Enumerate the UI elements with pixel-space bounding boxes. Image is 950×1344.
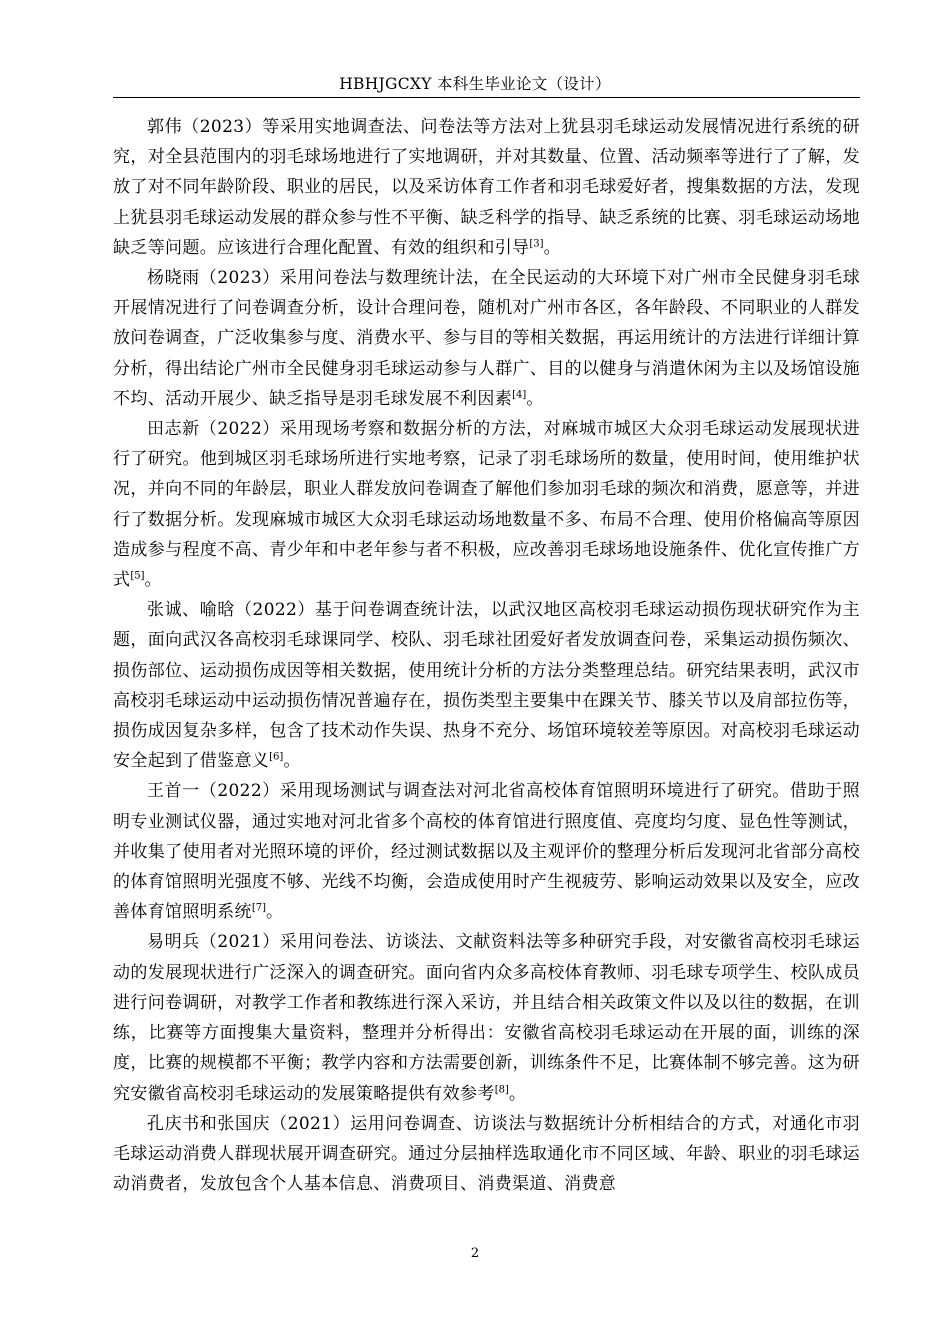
paragraph-end: 。: [543, 237, 561, 258]
paragraph: [113, 414, 860, 595]
citation: [5]: [130, 570, 145, 582]
citation: [8]: [494, 1083, 509, 1095]
paragraph-end: 。: [526, 388, 544, 409]
paragraph: [113, 112, 860, 263]
paragraph-end: 。: [265, 902, 284, 923]
paragraph: [113, 263, 860, 414]
paragraph-text: 易明兵（2021）采用问卷法、访谈法、文献资料法等多种研究手段，对安徽省高校羽毛球运动的发展现状进行广泛深入的调查研究。面向省内众多高校体育教师、羽毛球专项学生、校队成员进行问卷调研，对教学工作者和教练进行深入采访，并且结合相关政策文件以及以往的数据，在训练，比赛等方面搜集大量资料，整理并分析得出：安徽省高校羽毛球运动在开展的面，训练的深度，比赛的规模都不平衡；教学内容和方法需要创新，训练条件不足，比赛体制不够完善。这为研究安徽省高校羽毛球运动的发展策略提供有效参考: [113, 932, 860, 1104]
paragraph: [113, 595, 860, 776]
paragraph-text: 杨晓雨（2023）采用问卷法与数理统计法，在全民运动的大环境下对广州市全民健身羽毛球开展情况进行了问卷调查分析，设计合理问卷，随机对广州市各区，各年龄段、不同职业的人群发放问卷调查，广泛收集参与度、消费水平、参与目的等相关数据，再运用统计的方法进行详细计算分析，得出结论广州市全民健身羽毛球运动参与人群广、目的以健身与消遣休闲为主以及场馆设施不均、活动开展少、缺乏指导是羽毛球发展不利因素: [113, 268, 860, 409]
paragraph-text: 孔庆书和张国庆（2021）运用问卷调查、访谈法与数据统计分析相结合的方式，对通化市羽毛球运动消费人群现状展开调查研究。通过分层抽样选取通化市不同区域、年龄、职业的羽毛球运动消费者，发放包含个人基本信息、消费项目、消费渠道、消费意: [113, 1113, 860, 1195]
body-text: [113, 112, 860, 1199]
paragraph-end: 。: [144, 570, 162, 591]
citation: [7]: [251, 902, 266, 914]
paragraph-end: 。: [283, 751, 301, 772]
paragraph-text: 田志新（2022）采用现场考察和数据分析的方法，对麻城市城区大众羽毛球运动发展现状进行了研究。他到城区羽毛球场所进行实地考察，记录了羽毛球场所的数量，使用时间，使用维护状况，并向不同的年龄层，职业人群发放问卷调查了解他们参加羽毛球的频次和消费，愿意等，并进行了数据分析。发现麻城市城区大众羽毛球运动场地数量不多、布局不合理、使用价格偏高等原因造成参与程度不高、青少年和中老年参与者不积极，应改善羽毛球场地设施条件、优化宣传推广方式: [113, 419, 860, 591]
paragraph-text: 王首一（2022）采用现场测试与调查法对河北省高校体育馆照明环境进行了研究。借助于照明专业测试仪器，通过实地对河北省多个高校的体育馆进行照度值、亮度均匀度、显色性等测试，并收集了使用者对光照环境的评价，经过测试数据以及主观评价的整理分析后发现河北省部分高校的体育馆照明光强度不够、光线不均衡，会造成使用时产生视疲劳、影响运动效果以及安全，应改善体育馆照明系统: [113, 781, 860, 923]
paragraph-text: 郭伟（2023）等采用实地调查法、问卷法等方法对上犹县羽毛球运动发展情况进行系统的研究，对全县范围内的羽毛球场地进行了实地调研，并对其数量、位置、活动频率等进行了了解，发放了对不同年龄阶段、职业的居民，以及采访体育工作者和羽毛球爱好者，搜集数据的方法，发现上犹县羽毛球运动发展的群众参与性不平衡、缺乏科学的指导、缺乏系统的比赛、羽毛球运动场地缺乏等问题。应该进行合理化配置、有效的组织和引导: [113, 117, 860, 258]
paragraph: [113, 1109, 860, 1200]
citation: [3]: [529, 238, 544, 250]
paragraph-end: 。: [508, 1083, 527, 1104]
header-divider: [113, 97, 860, 98]
page-number: 2: [470, 1246, 480, 1261]
citation: [6]: [269, 751, 284, 763]
paragraph-text: 张诚、喻晗（2022）基于问卷调查统计法，以武汉地区高校羽毛球运动损伤现状研究作为主题，面向武汉各高校羽毛球课同学、校队、羽毛球社团爱好者发放调查问卷，采集运动损伤频次、损伤部位、运动损伤成因等相关数据，使用统计分析的方法分类整理总结。研究结果表明，武汉市高校羽毛球运动中运动损伤情况普遍存在，损伤类型主要集中在踝关节、膝关节以及肩部拉伤等，损伤成因复杂多样，包含了技术动作失误、热身不充分、场馆环境较差等原因。对高校羽毛球运动安全起到了借鉴意义: [113, 600, 860, 772]
header-title: HBHJGCXY 本科生毕业论文（设计）: [339, 75, 611, 93]
paragraph: [113, 776, 860, 927]
paragraph: [113, 927, 860, 1108]
citation: [4]: [512, 389, 527, 401]
